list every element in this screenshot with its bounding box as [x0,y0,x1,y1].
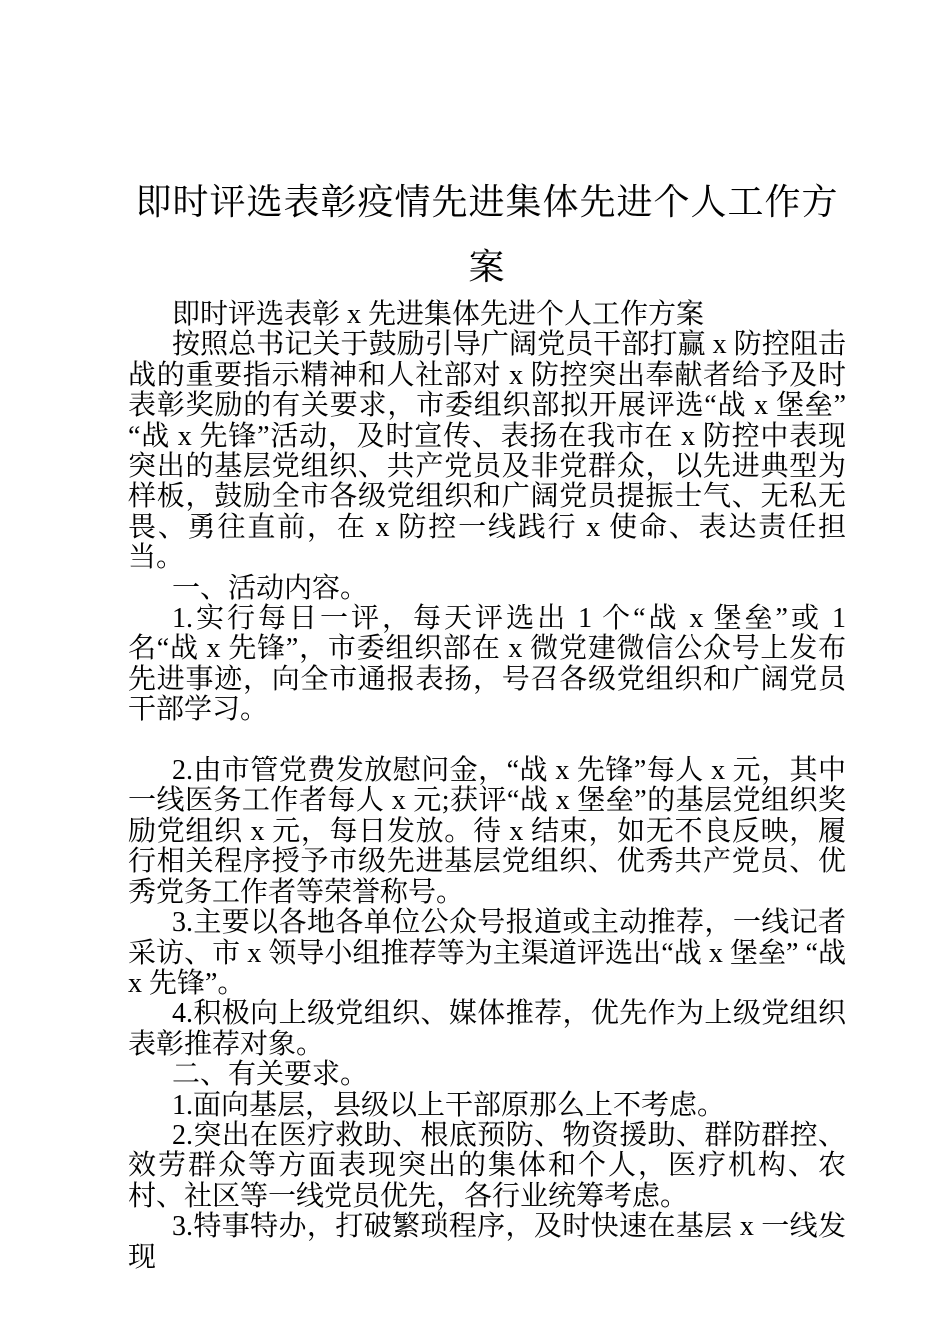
heading-section-1: 一、活动内容。 [172,572,369,604]
document-body [128,300,846,1273]
empty-line [128,726,846,756]
paragraph-item-1-4: 4.积极向上级党组织、媒体推荐，优先作为上级党组织表彰推荐对象。 [128,998,846,1060]
paragraph-item-1-3: 3.主要以各地各单位公众号报道或主动推荐，一线记者采访、市 x 领导小组推荐等为主渠道评选出“战 x 堡垒” “战 x 先锋”。 [128,907,846,999]
paragraph-item-1-1: 1.实行每日一评，每天评选出 1 个“战 x 堡垒”或 1 名“战 x 先锋”，市委组织部在 x 微党建微信公众号上发布先进事迹，向全市通报表扬，号召各级党组织和广阔党员干部学习。 [128,603,846,726]
document-title: 即时评选表彰疫情先进集体先进个人工作方案 [135,182,839,287]
paragraph-item-1-2: 2.由市管党费发放慰问金，“战 x 先锋”每人 x 元，其中一线医务工作者每人 x 元;获评“战 x 堡垒”的基层党组织奖励党组织 x 元，每日发放。待 x 结束，如无不良反映，履行相关程序授予市级先进基层党组织、优秀共产党员、优秀党务工作者等荣誉称号。 [128,755,846,908]
heading-section-2: 二、有关要求。 [172,1059,369,1091]
paragraph-item-2-2: 2.突出在医疗救助、根底预防、物资援助、群防群控、效劳群众等方面表现突出的集体和个人，医疗机构、农村、社区等一线党员优先，各行业统筹考虑。 [128,1119,846,1212]
paragraph-item-2-3: 3.特事特办，打破繁琐程序，及时快速在基层 x 一线发现 [128,1211,846,1273]
paragraph-item-2-1: 1.面向基层，县级以上干部原那么上不考虑。 [172,1089,726,1121]
paragraph-subtitle: 即时评选表彰 x 先进集体先进个人工作方案 [172,299,705,330]
paragraph-intro: 按照总书记关于鼓励引导广阔党员干部打赢 x 防控阻击战的重要指示精神和人社部对 x 防控突出奉献者给予及时表彰奖励的有关要求，市委组织部拟开展评选“战 x 堡垒” “战 x 先锋”活动，及时宣传、表扬在我市在 x 防控中表现突出的基层党组织、共产党员及非党群众，以先进典型为样板，鼓励全市各级党组织和广阔党员提振士气、无私无畏、勇往直前，在 x 防控一线践行 x 使命、表达责任担当。 [128,329,846,574]
